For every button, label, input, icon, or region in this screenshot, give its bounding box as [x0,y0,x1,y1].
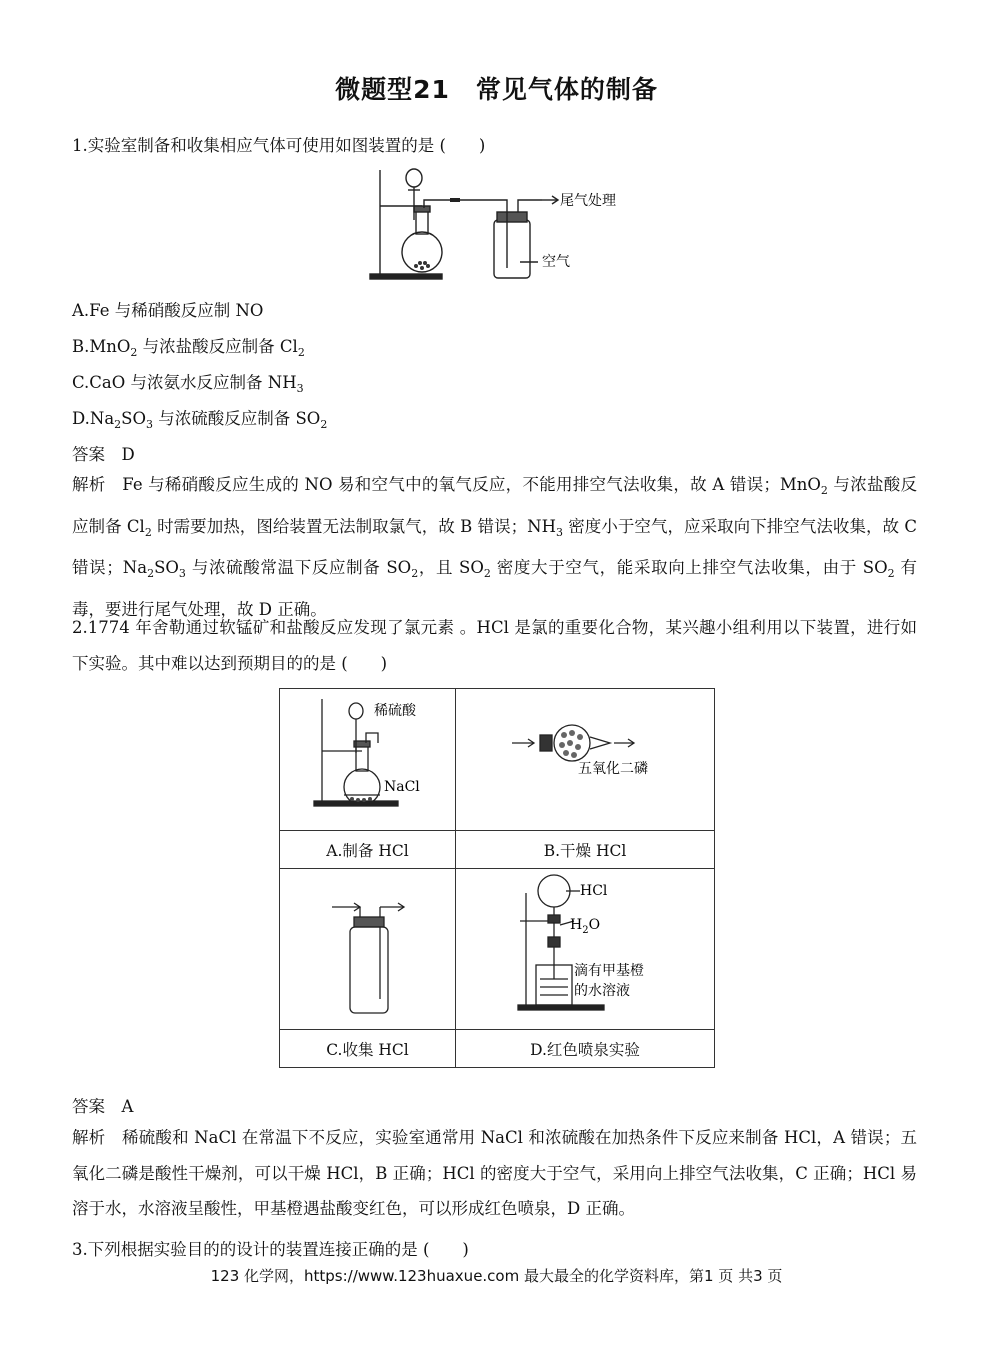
water-label: $H_2O$ [570,917,601,936]
phosphorus-pentoxide-label: 五氧化二磷 [578,761,648,777]
hcl-label: HCl [580,883,608,899]
q1-apparatus-figure [362,162,642,284]
caption-b: B.干燥 HCl [456,831,715,869]
page-title: 微题型21 常见气体的制备 [335,75,658,104]
figure-c-apparatus [280,869,455,1025]
caption-a: A.制备 HCl [280,831,456,869]
figure-c-cell [280,869,456,1030]
q2-stem: 2.1774 年舍勒通过软锰矿和盐酸反应发现了氯元素 。HCl 是氯的重要化合物，某兴趣小组利用以下装置，进行如下实验。其中难以达到预期目的的是 ( ) [72,618,917,673]
q1-option-b: B.MnO$_2$ 与浓盐酸反应制备 $Cl_2$ [72,337,305,359]
figure-a-cell [280,689,456,831]
q2-answer: 答案 A [72,1097,134,1116]
figure-a-apparatus [280,689,455,826]
dilute-sulfuric-acid-label: 稀硫酸 [374,703,416,719]
methyl-orange-label-line2: 的水溶液 [574,983,630,999]
q1-option-c: C.CaO 与浓氨水反应制备 $NH_3$ [72,373,304,395]
caption-c: C.收集 HCl [280,1030,456,1068]
q3-stem: 3.下列根据实验目的的设计的装置连接正确的是 ( ) [72,1240,469,1259]
methyl-orange-label-line1: 滴有甲基橙 [574,963,644,979]
q1-answer: 答案 D [72,445,135,464]
q2-figure-table [279,688,715,1068]
q1-option-d: $D.Na_2SO_3$ 与浓硫酸反应制备 $SO_2$ [72,409,328,431]
figure-b-cell [456,689,715,831]
figure-d-cell [456,869,715,1030]
q1-stem: 1.实验室制备和收集相应气体可使用如图装置的是 ( ) [72,136,486,155]
air-label: 空气 [542,254,570,270]
tail-gas-label: 尾气处理 [560,193,616,209]
q1-analysis: 解析 Fe 与稀硝酸反应生成的 NO 易和空气中的氧气反应，不能用排空气法收集，故 A 错误；MnO$_2$ 与浓盐酸反应制备 $Cl_2$ 时需要加热，图给装置无法制取氯气，故 B 错误；$NH_3$ 密度小于空气，应采取向下排空气法收集，故 C 错误；$Na_2SO_3$ 与浓硫酸常温下反应制备 $SO_2$，且 $SO_2$ 密度大于空气，能采取向上排空气法收集，由于 $SO_2$ 有毒，要进行尾气处理，故 D 正确。 [72,475,918,619]
page-footer: 123 化学网，https://www.123huaxue.com 最大最全的化学资料库，第1 页 共3 页 [210,1267,783,1285]
figure-d-apparatus [456,869,714,1025]
q2-analysis: 解析 稀硫酸和 NaCl 在常温下不反应，实验室通常用 NaCl 和浓硫酸在加热条件下反应来制备 HCl，A 错误；五氧化二磷是酸性干燥剂，可以干燥 HCl，B 正确；HCl 的密度大于空气，采用向上排空气法收集，C 正确；HCl 易溶于水，水溶液呈酸性，甲基橙遇盐酸变红色，可以形成红色喷泉，D 正确。 [72,1128,917,1218]
nacl-label: NaCl [384,779,420,795]
caption-d: D.红色喷泉实验 [456,1030,715,1068]
q1-option-a: A.Fe 与稀硝酸反应制 NO [72,301,264,320]
figure-b-apparatus [456,689,714,826]
